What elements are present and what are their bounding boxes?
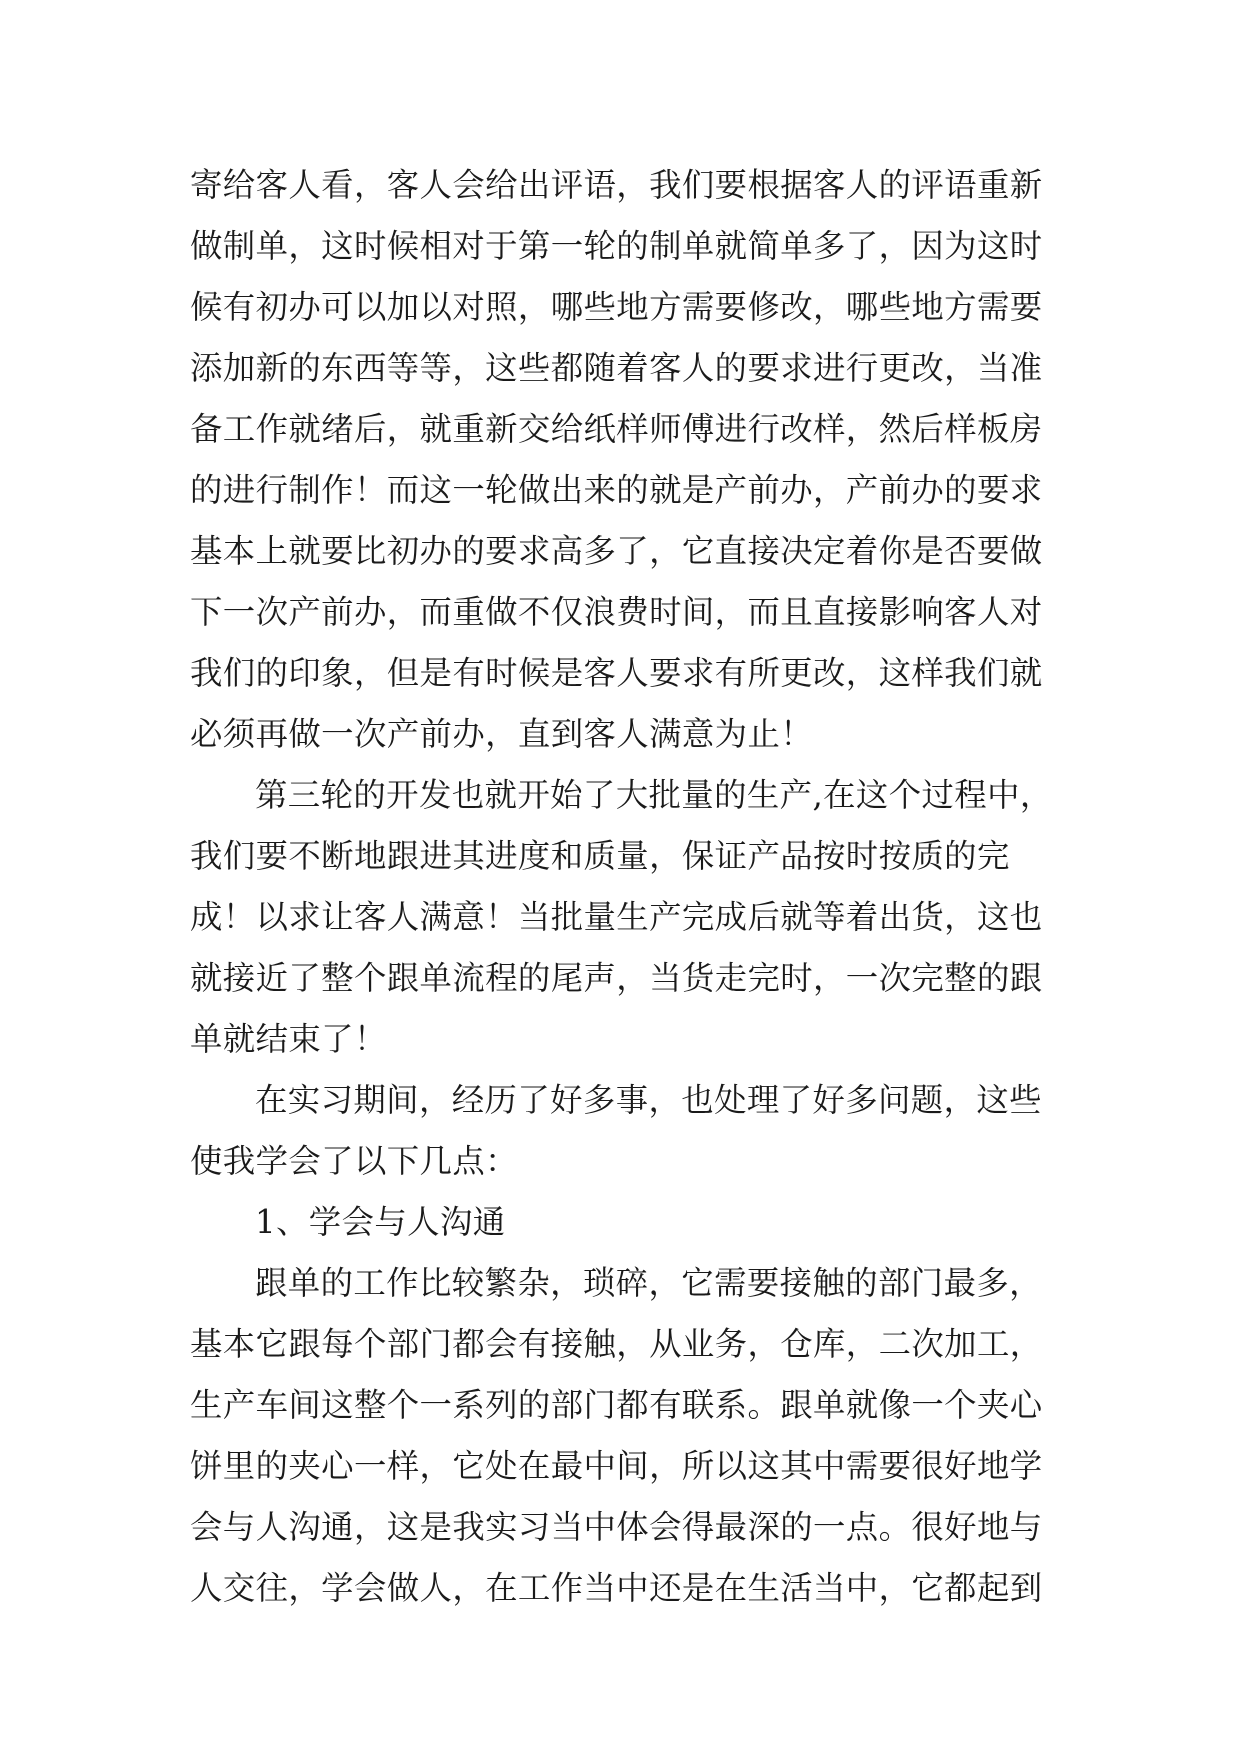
text-line: 第三轮的开发也就开始了大批量的生产,在这个过程中，	[255, 776, 1053, 814]
body-text	[190, 155, 1053, 1619]
text-line: 寄给客人看，客人会给出评语，我们要根据客人的评语重新	[190, 166, 1043, 204]
text-line: 基本上就要比初办的要求高多了，它直接决定着你是否要做	[190, 532, 1043, 570]
text-line: 下一次产前办，而重做不仅浪费时间，而且直接影响客人对	[190, 593, 1043, 631]
text-line: 备工作就绪后，就重新交给纸样师傅进行改样，然后样板房	[190, 410, 1043, 448]
text-line: 就接近了整个跟单流程的尾声，当货走完时，一次完整的跟	[190, 959, 1043, 997]
text-line: 在实习期间，经历了好多事，也处理了好多问题，这些	[255, 1081, 1042, 1119]
text-line: 使我学会了以下几点：	[190, 1142, 518, 1180]
text-line: 的进行制作！而这一轮做出来的就是产前办，产前办的要求	[190, 471, 1043, 509]
text-line: 候有初办可以加以对照，哪些地方需要修改，哪些地方需要	[190, 288, 1043, 326]
text-line: 基本它跟每个部门都会有接触，从业务，仓库，二次加工，	[190, 1325, 1043, 1363]
text-line: 会与人沟通，这是我实习当中体会得最深的一点。很好地与	[190, 1508, 1043, 1546]
text-line: 跟单的工作比较繁杂，琐碎，它需要接触的部门最多，	[255, 1264, 1042, 1302]
section-heading: 1、学会与人沟通	[255, 1203, 506, 1241]
text-line: 我们的印象，但是有时候是客人要求有所更改，这样我们就	[190, 654, 1043, 692]
text-line: 饼里的夹心一样，它处在最中间，所以这其中需要很好地学	[190, 1447, 1043, 1485]
text-line: 单就结束了！	[190, 1020, 387, 1058]
text-line: 人交往，学会做人，在工作当中还是在生活当中，它都起到	[190, 1569, 1043, 1607]
text-line: 必须再做一次产前办，直到客人满意为止！	[190, 715, 814, 753]
text-line: 我们要不断地跟进其进度和质量，保证产品按时按质的完	[190, 837, 1010, 875]
text-line: 成！以求让客人满意！当批量生产完成后就等着出货，这也	[190, 898, 1043, 936]
text-line: 添加新的东西等等，这些都随着客人的要求进行更改，当准	[190, 349, 1043, 387]
text-line: 生产车间这整个一系列的部门都有联系。跟单就像一个夹心	[190, 1386, 1043, 1424]
text-line: 做制单，这时候相对于第一轮的制单就简单多了，因为这时	[190, 227, 1043, 265]
